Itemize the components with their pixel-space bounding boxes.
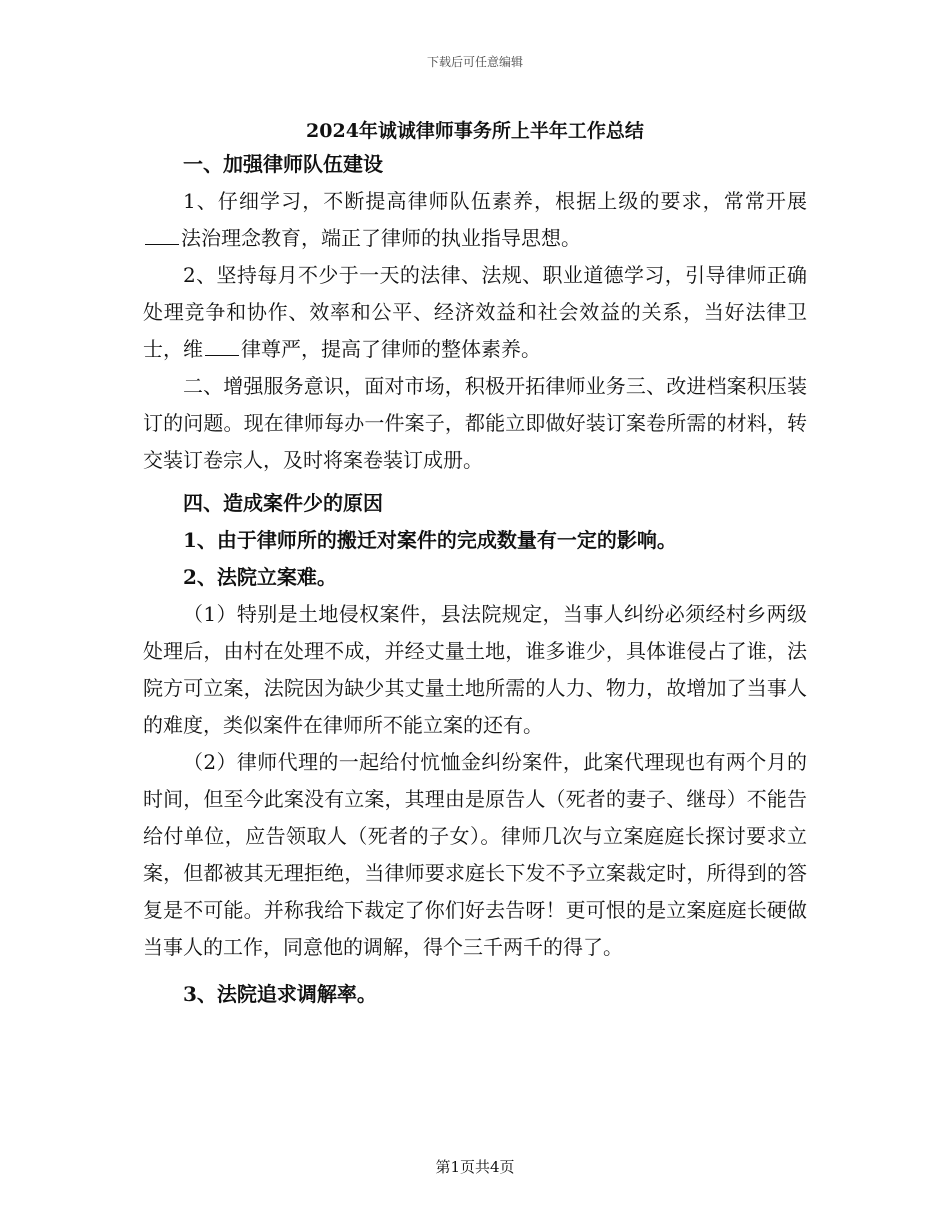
document-body [143, 146, 807, 1013]
blank-underline [145, 228, 179, 245]
document-title: 2024年诚诚律师事务所上半年工作总结 [306, 120, 644, 142]
page-footer: 第1页共4页 [435, 1158, 515, 1176]
paragraph-1-2 [143, 257, 807, 368]
paragraph-1-2-text-b: 律尊严，提高了律师的整体素养。 [241, 337, 541, 361]
reason-sub-1: （1）特别是土地侵权案件，县法院规定，当事人纠纷必须经村乡两级处理后，由村在处理不成，并经丈量土地，谁多谁少，具体谁侵占了谁，法院方可立案，法院因为缺少其丈量土地所需的人力、物力，故增加了当事人的难度，类似案件在律师所不能立案的还有。 [143, 602, 807, 737]
paragraph-1-2-text-a: 2、坚持每月不少于一天的法律、法规、职业道德学习，引导律师正确处理竞争和协作、效率和公平、经济效益和社会效益的关系，当好法律卫士，维 [143, 263, 807, 361]
section-heading-1: 一、加强律师队伍建设 [183, 152, 383, 176]
reason-sub-2: （2）律师代理的一起给付忼恤金纠纷案件，此案代理现也有两个月的时间，但至今此案没有立案，其理由是原告人（死者的妻子、继母）不能告给付单位，应告领取人（死者的子女）。律师几次与立案庭庭长探讨要求立案，但都被其无理拒绝，当律师要求庭长下发不予立案裁定时，所得到的答复是不可能。并称我给下裁定了你们好去告呀！更可恨的是立案庭庭长硬做当事人的工作，同意他的调解，得个三千两千的得了。 [143, 750, 807, 959]
reason-item-3: 3、法院追求调解率。 [183, 982, 377, 1006]
section-heading-4: 四、造成案件少的原因 [183, 491, 383, 515]
paragraph-1-1-text-a: 1、仔细学习，不断提高律师队伍素养，根据上级的要求，常常开展 [183, 189, 807, 213]
reason-item-1: 1、由于律师所的搬迁对案件的完成数量有一定的影响。 [183, 528, 677, 552]
paragraph-1-1 [143, 183, 807, 257]
paragraph-1-1-text-b: 法治理念教育，端正了律师的执业指导思想。 [181, 226, 581, 250]
paragraph-section-2-3: 二、增强服务意识，面对市场，积极开拓律师业务三、改进档案积压装订的问题。现在律师每办一件案子，都能立即做好装订案卷所需的材料，转交装订卷宗人，及时将案卷装订成册。 [143, 374, 807, 472]
blank-underline [205, 339, 239, 356]
header-note: 下载后可任意编辑 [426, 55, 523, 69]
reason-item-2: 2、法院立案难。 [183, 565, 337, 589]
